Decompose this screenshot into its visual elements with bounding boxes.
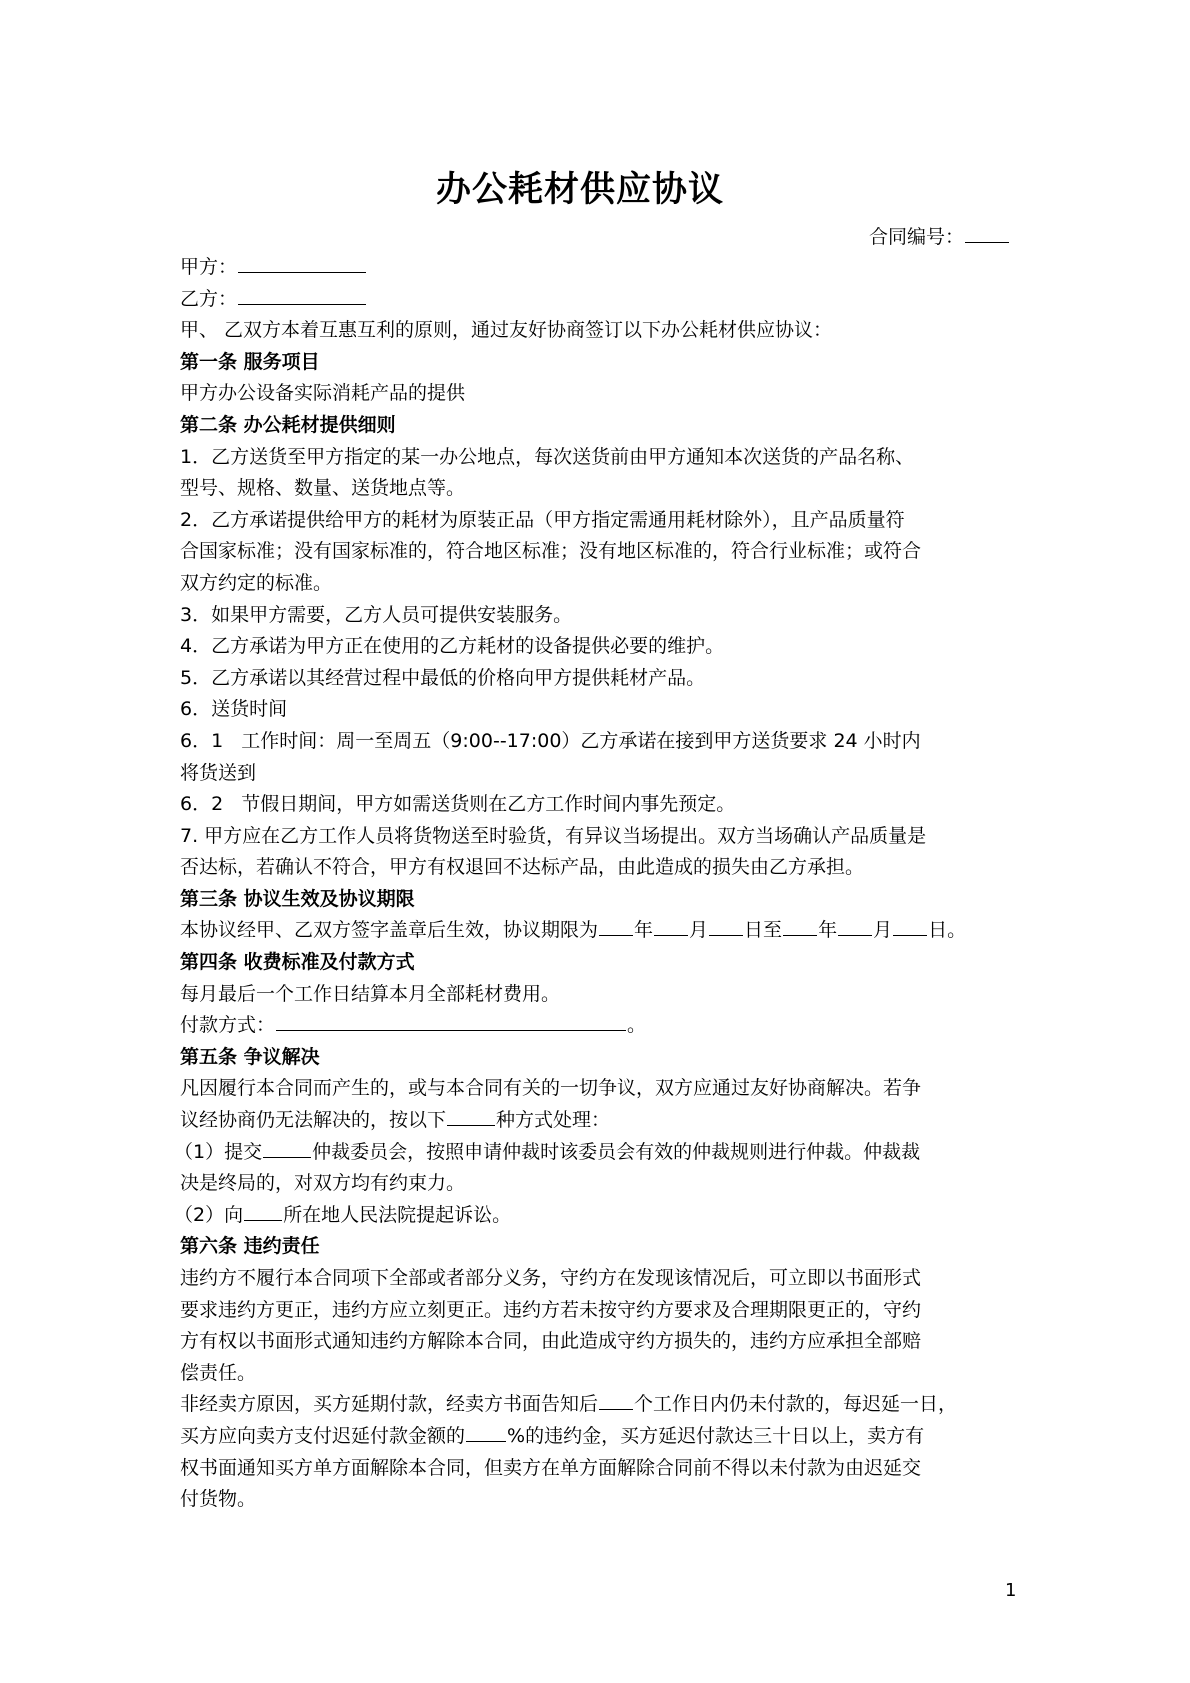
section-6-p2-line-3: 权书面通知买方单方面解除本合同，但卖方在单方面解除合同前不得以未付款为由迟延交 (180, 1456, 922, 1479)
late-payment-prefix: 非经卖方原因，买方延期付款，经卖方书面告知后 (180, 1393, 599, 1416)
arbitration-suffix: 仲裁委员会，按照申请仲裁时该委员会有效的仲裁规则进行仲裁。仲裁裁 (312, 1140, 921, 1163)
penalty-percent-blank (466, 1421, 506, 1442)
court-location-blank (244, 1200, 282, 1221)
payment-method-label: 付款方式： (180, 1014, 276, 1037)
section-6-p1-line-3: 方有权以书面形式通知违约方解除本合同，由此造成守约方损失的，违约方应承担全部赔 (180, 1330, 922, 1353)
workdays-blank (599, 1389, 633, 1410)
year-label: 年 (634, 919, 654, 942)
late-payment-suffix: 个工作日内仍未付款的，每迟延一日， (634, 1393, 958, 1416)
payment-method-line (180, 1010, 1020, 1042)
section-6-p1-line-4: 偿责任。 (180, 1361, 257, 1384)
section-2-heading: 第二条 办公耗材提供细则 (180, 413, 396, 436)
section-2-item-6-1: 6．1 工作时间：周一至周五（9:00--17:00）乙方承诺在接到甲方送货要求 24 小时内 (180, 729, 921, 752)
document-title: 办公耗材供应协议 (435, 170, 724, 210)
party-b-label: 乙方： (180, 287, 238, 310)
dispute-option-blank (447, 1105, 495, 1126)
party-a-blank (238, 252, 366, 273)
section-1-text: 甲方办公设备实际消耗产品的提供 (180, 382, 466, 405)
month-label: 月 (873, 919, 893, 942)
section-6-heading: 第六条 违约责任 (180, 1235, 320, 1258)
start-day-blank (709, 915, 743, 936)
section-6-p2-line-1 (180, 1389, 1020, 1421)
court-prefix: （2）向 (174, 1203, 244, 1226)
section-6-p2-line-4: 付货物。 (180, 1488, 257, 1511)
section-5-option-2 (174, 1200, 1020, 1232)
arbitration-prefix: （1）提交 (174, 1140, 263, 1163)
court-suffix: 所在地人民法院提起诉讼。 (283, 1203, 512, 1226)
section-2-item-7-cont: 否达标，若确认不符合，甲方有权退回不达标产品，由此造成的损失由乙方承担。 (180, 856, 865, 879)
section-2-item-2-cont2: 双方约定的标准。 (180, 571, 333, 594)
section-3-heading: 第三条 协议生效及协议期限 (180, 887, 415, 910)
contract-number-blank (965, 222, 1009, 243)
section-2-item-1: 1．乙方送货至甲方指定的某一办公地点，每次送货前由甲方通知本次送货的产品名称、 (180, 445, 915, 468)
contract-number-label: 合同编号： (868, 226, 964, 248)
section-6-p1-line-1: 违约方不履行本合同项下全部或者部分义务，守约方在发现该情况后，可立即以书面形式 (180, 1267, 922, 1289)
intro-paragraph: 甲、 乙双方本着互惠互利的原则，通过友好协商签订以下办公耗材供应协议： (180, 319, 833, 342)
dispute-prefix: 议经协商仍无法解决的，按以下 (180, 1109, 447, 1132)
start-month-blank (654, 915, 688, 936)
end-day-blank (893, 915, 927, 936)
payment-end-punct: 。 (627, 1014, 647, 1037)
section-5-option-1 (174, 1137, 1020, 1169)
section-2-item-6-1-cont: 将货送到 (180, 761, 257, 784)
section-2-item-2: 2．乙方承诺提供给甲方的耗材为原装正品（甲方指定需通用耗材除外），且产品质量符 (180, 508, 905, 531)
term-prefix: 本协议经甲、乙双方签字盖章后生效，协议期限为 (180, 919, 599, 942)
arbitration-committee-blank (263, 1137, 311, 1158)
contract-number (869, 222, 1010, 249)
section-2-item-4: 4．乙方承诺为甲方正在使用的乙方耗材的设备提供必要的维护。 (180, 635, 725, 658)
section-2-item-6: 6．送货时间 (180, 698, 288, 721)
section-5-heading: 第五条 争议解决 (180, 1045, 320, 1068)
section-5-option-1-cont: 决是终局的，对双方均有约束力。 (180, 1172, 466, 1195)
section-5-line-1: 凡因履行本合同而产生的，或与本合同有关的一切争议，双方应通过友好协商解决。若争 (180, 1077, 922, 1100)
section-6-p1-line-2: 要求违约方更正，违约方应立刻更正。违约方若未按守约方要求及合理期限更正的，守约 (180, 1298, 922, 1321)
page-number: 1 (1005, 1580, 1017, 1601)
document-body (174, 252, 1020, 1516)
party-a-line (180, 252, 1020, 284)
party-b-blank (238, 284, 366, 305)
month-label: 月 (689, 919, 709, 942)
payment-method-blank (276, 1010, 626, 1031)
section-2-item-7: 7. 甲方应在乙方工作人员将货物送至时验货，有异议当场提出。双方当场确认产品质量是 (180, 824, 927, 847)
end-year-blank (783, 915, 817, 936)
party-a-label: 甲方： (180, 256, 238, 278)
end-month-blank (838, 915, 872, 936)
party-b-line (180, 284, 1020, 316)
section-3-term-line (180, 915, 1020, 947)
start-year-blank (599, 915, 633, 936)
section-2-item-3: 3．如果甲方需要，乙方人员可提供安装服务。 (180, 603, 573, 626)
section-5-line-2 (180, 1105, 1020, 1137)
section-2-item-2-cont: 合国家标准；没有国家标准的，符合地区标准；没有地区标准的，符合行业标准；或符合 (180, 540, 922, 563)
year-label: 年 (818, 919, 838, 942)
penalty-suffix: %的违约金，买方延迟付款达三十日以上，卖方有 (507, 1424, 925, 1447)
penalty-prefix: 买方应向卖方支付迟延付款金额的 (180, 1424, 466, 1447)
day-to-label: 日至 (744, 919, 783, 942)
section-2-item-1-cont: 型号、规格、数量、送货地点等。 (180, 477, 466, 500)
section-2-item-6-2: 6．2 节假日期间，甲方如需送货则在乙方工作时间内事先预定。 (180, 793, 736, 816)
section-4-heading: 第四条 收费标准及付款方式 (180, 951, 415, 974)
section-6-p2-line-2 (180, 1421, 1020, 1453)
dispute-suffix: 种方式处理： (496, 1109, 611, 1132)
section-2-item-5: 5．乙方承诺以其经营过程中最低的价格向甲方提供耗材产品。 (180, 666, 706, 689)
section-4-text: 每月最后一个工作日结算本月全部耗材费用。 (180, 982, 561, 1005)
day-end-label: 日。 (928, 919, 967, 942)
section-1-heading: 第一条 服务项目 (180, 350, 320, 373)
